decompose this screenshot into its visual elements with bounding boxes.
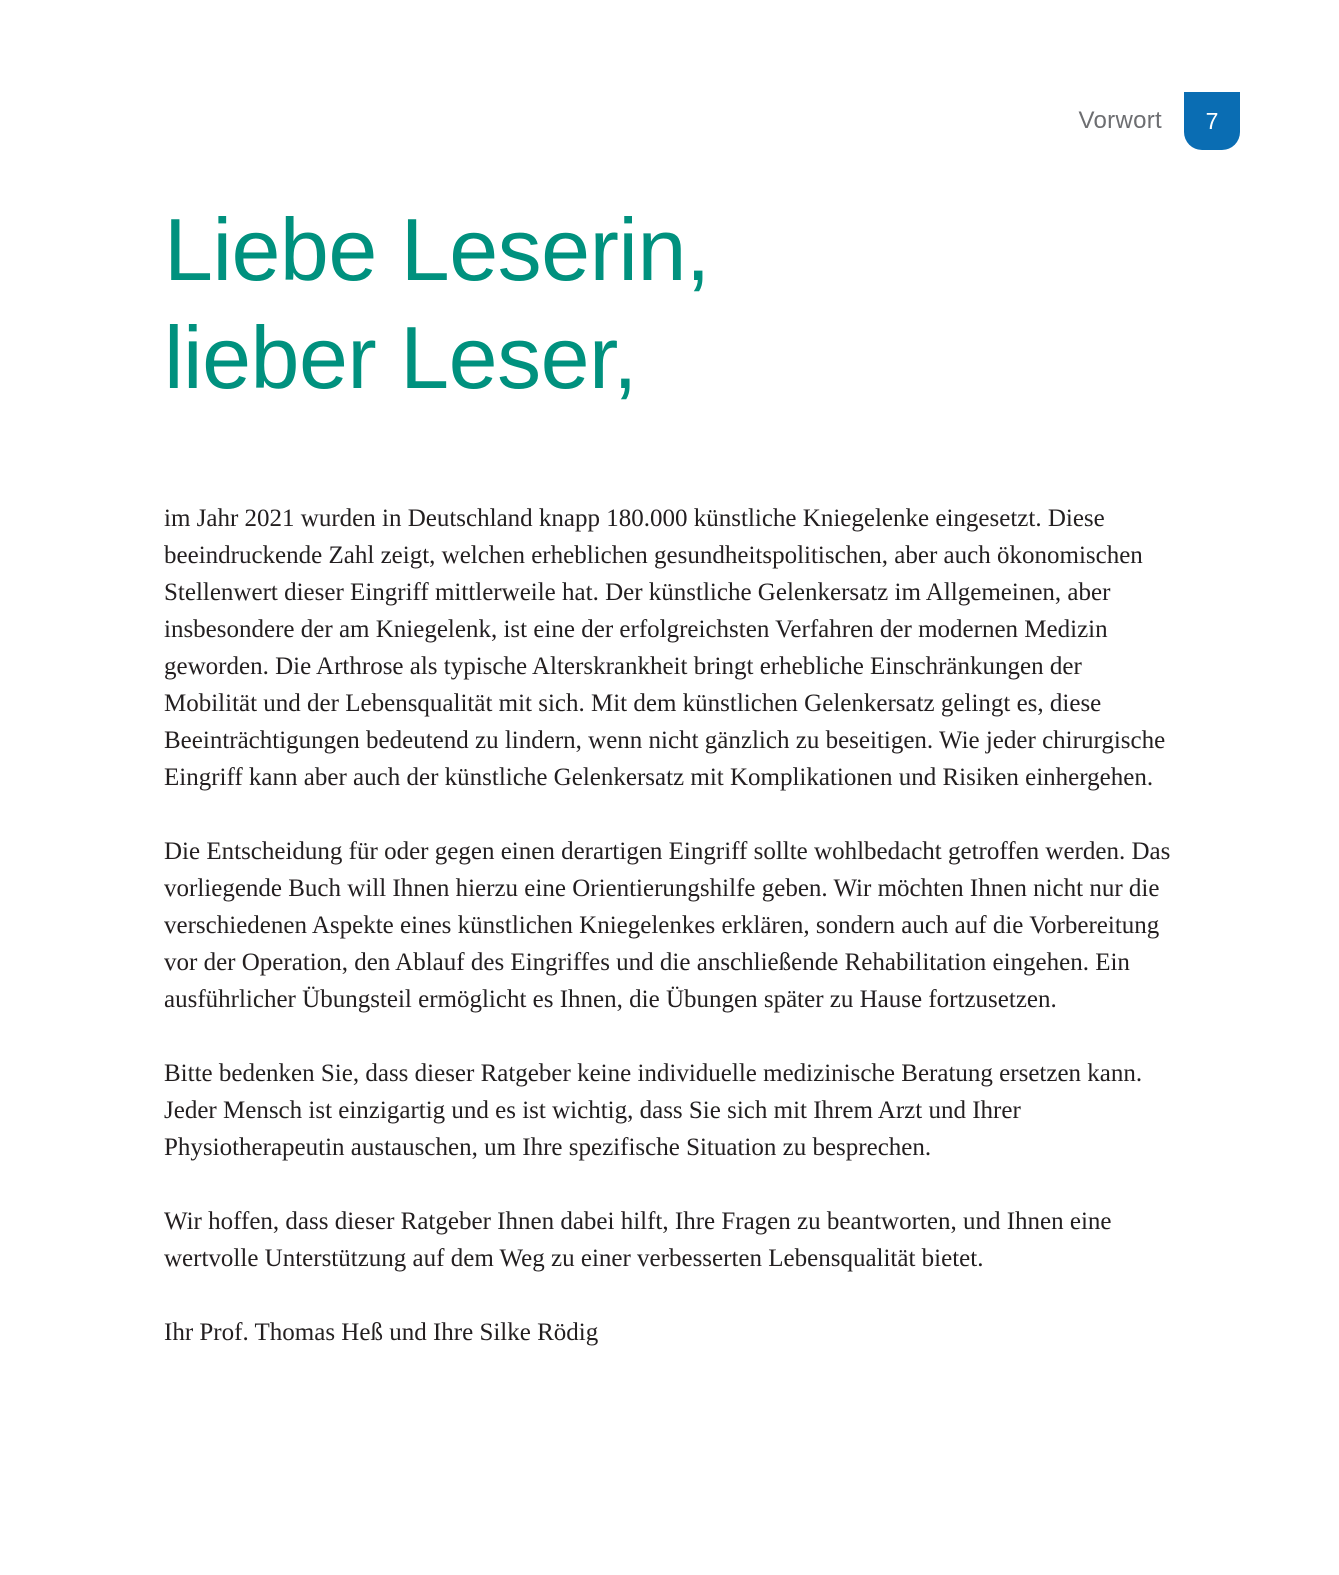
paragraph: Die Entscheidung für oder gegen einen derartigen Eingriff sollte wohlbedacht getroffen werden. Das vorliegende Buch will Ihnen hierzu eine Orientierungshilfe geben. Wir möchten Ihnen nicht nur die verschiedenen Aspekte eines künstlichen Kniegelenkes erklären, sondern auch auf die Vorbereitung vor der Operation, den Ablauf des Eingriffes und die anschließende Rehabilitation eingehen. Ein ausführlicher Übungsteil ermöglicht es Ihnen, die Übungen später zu Hause fortzusetzen. <box>164 838 1171 1013</box>
paragraph: im Jahr 2021 wurden in Deutschland knapp 180.000 künstliche Kniegelenke eingesetzt. Diese beeindruckende Zahl zeigt, welchen erheblichen gesundheitspolitischen, aber auch ökonomischen Stellenwert dieser Eingriff mittlerweile hat. Der künstliche Gelenkersatz im Allgemeinen, aber insbesondere der am Kniegelenk, ist eine der erfolgreichsten Verfahren der modernen Medizin geworden. Die Arthrose als typische Alterskrankheit bringt erhebliche Einschränkungen der Mobilität und der Lebensqualität mit sich. Mit dem künstlichen Gelenkersatz gelingt es, diese Beeinträchtigungen bedeutend zu lindern, wenn nicht gänzlich zu beseitigen. Wie jeder chirurgische Eingriff kann aber auch der künstliche Gelenkersatz mit Komplikationen und Risiken einhergehen. <box>164 505 1166 791</box>
section-label: Vorwort <box>1078 107 1162 134</box>
paragraph: Bitte bedenken Sie, dass dieser Ratgeber keine individuelle medizinische Beratung ersetzen kann. Jeder Mensch ist einzigartig und es ist wichtig, dass Sie sich mit Ihrem Arzt und Ihrer Physiotherapeutin austauschen, um Ihre spezifische Situation zu besprechen. <box>164 1060 1143 1161</box>
signature: Ihr Prof. Thomas Heß und Ihre Silke Rödig <box>164 1319 599 1346</box>
paragraph: Wir hoffen, dass dieser Ratgeber Ihnen dabei hilft, Ihre Fragen zu beantworten, und Ihnen eine wertvolle Unterstützung auf dem Weg zu einer verbesserten Lebensqualität bietet. <box>164 1208 1112 1272</box>
title-line-1: Liebe Leserin, <box>164 200 710 299</box>
page-title <box>164 196 710 412</box>
page-number-badge <box>1184 92 1240 150</box>
running-head <box>1079 92 1240 150</box>
title-line-2: lieber Leser, <box>164 308 637 407</box>
page-number: 7 <box>1205 107 1219 134</box>
foreword-body <box>164 500 1174 1351</box>
